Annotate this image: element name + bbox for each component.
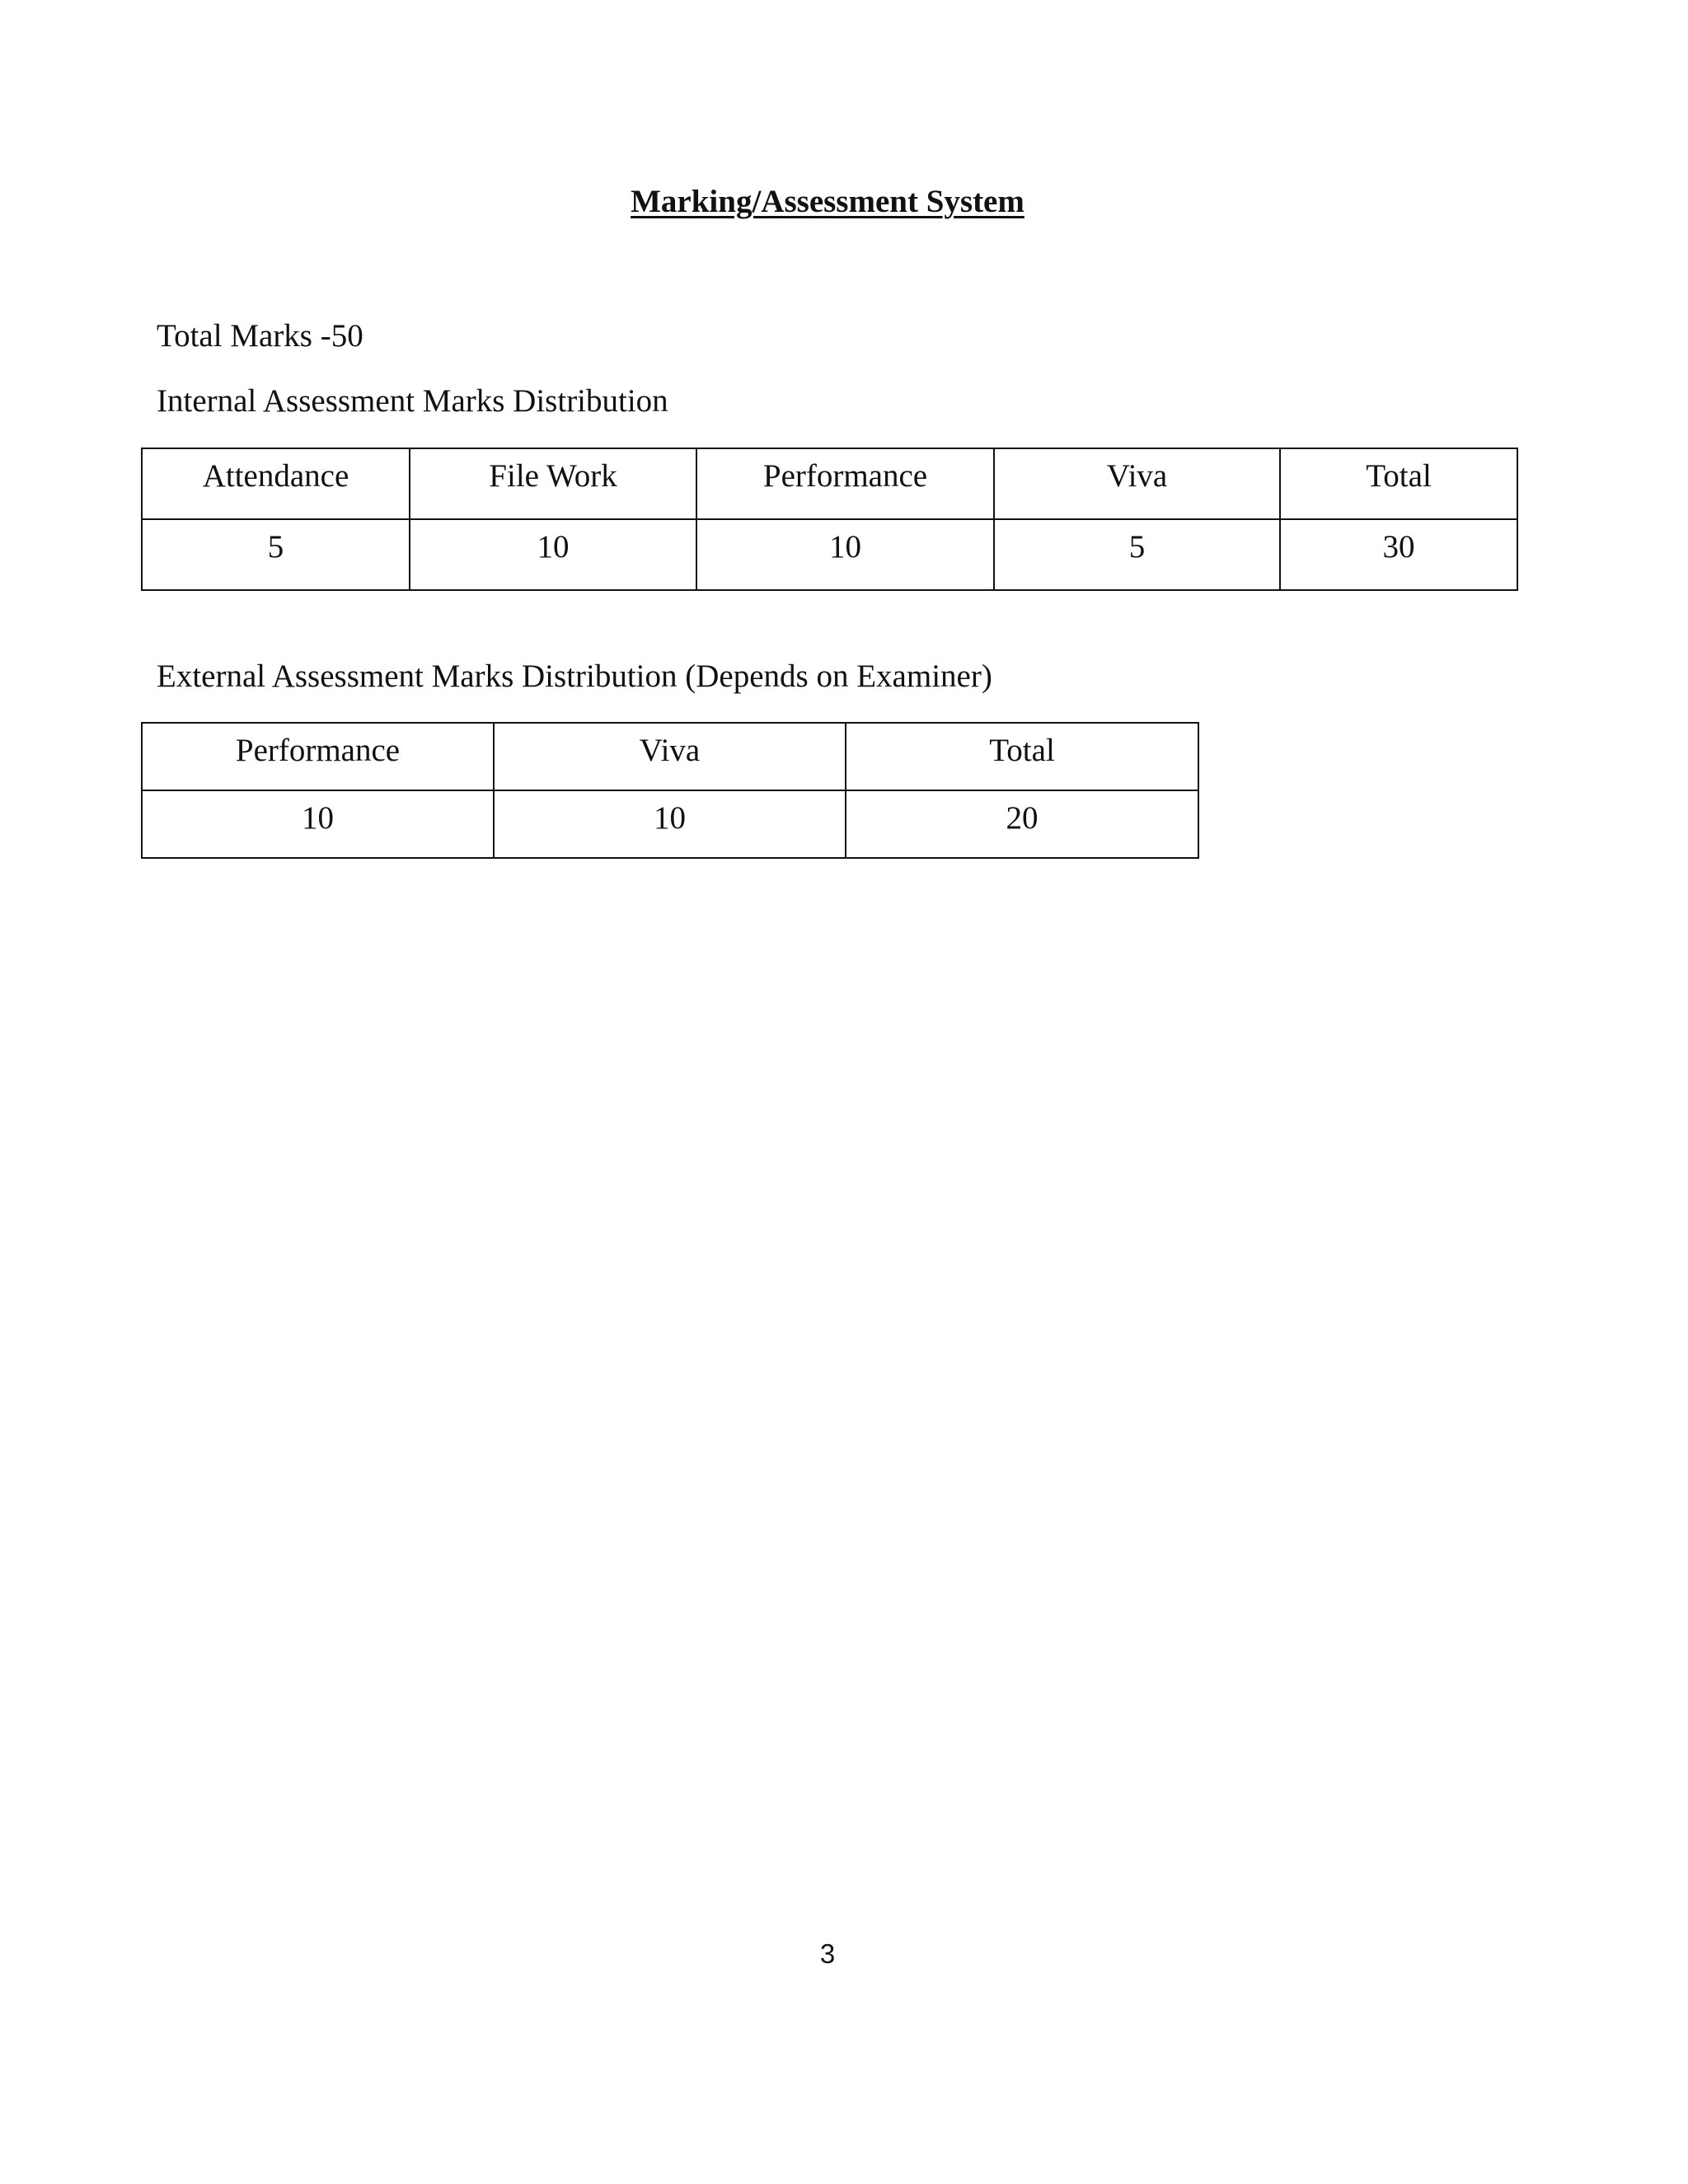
header-total: Total <box>1280 448 1517 519</box>
value-file-work: 10 <box>410 519 696 590</box>
table-row <box>142 790 1198 858</box>
value-total: 20 <box>846 790 1198 858</box>
value-viva: 10 <box>494 790 846 858</box>
header-total: Total <box>846 723 1198 790</box>
value-performance: 10 <box>142 790 494 858</box>
header-performance: Performance <box>142 723 494 790</box>
page-number: 3 <box>819 1938 836 1969</box>
internal-marks-table <box>141 448 1518 591</box>
page-title: Marking/Assessment System <box>631 184 1025 219</box>
internal-assessment-heading: Internal Assessment Marks Distribution <box>157 383 668 419</box>
external-assessment-heading: External Assessment Marks Distribution (Depends on Examiner) <box>157 658 992 694</box>
total-marks-text: Total Marks -50 <box>157 318 363 354</box>
header-file-work: File Work <box>410 448 696 519</box>
header-performance: Performance <box>696 448 994 519</box>
table-header-row <box>142 448 1517 519</box>
external-marks-table <box>141 722 1199 859</box>
header-attendance: Attendance <box>142 448 410 519</box>
value-attendance: 5 <box>142 519 410 590</box>
value-total: 30 <box>1280 519 1517 590</box>
table-header-row <box>142 723 1198 790</box>
header-viva: Viva <box>494 723 846 790</box>
value-viva: 5 <box>994 519 1280 590</box>
table-row <box>142 519 1517 590</box>
header-viva: Viva <box>994 448 1280 519</box>
value-performance: 10 <box>696 519 994 590</box>
